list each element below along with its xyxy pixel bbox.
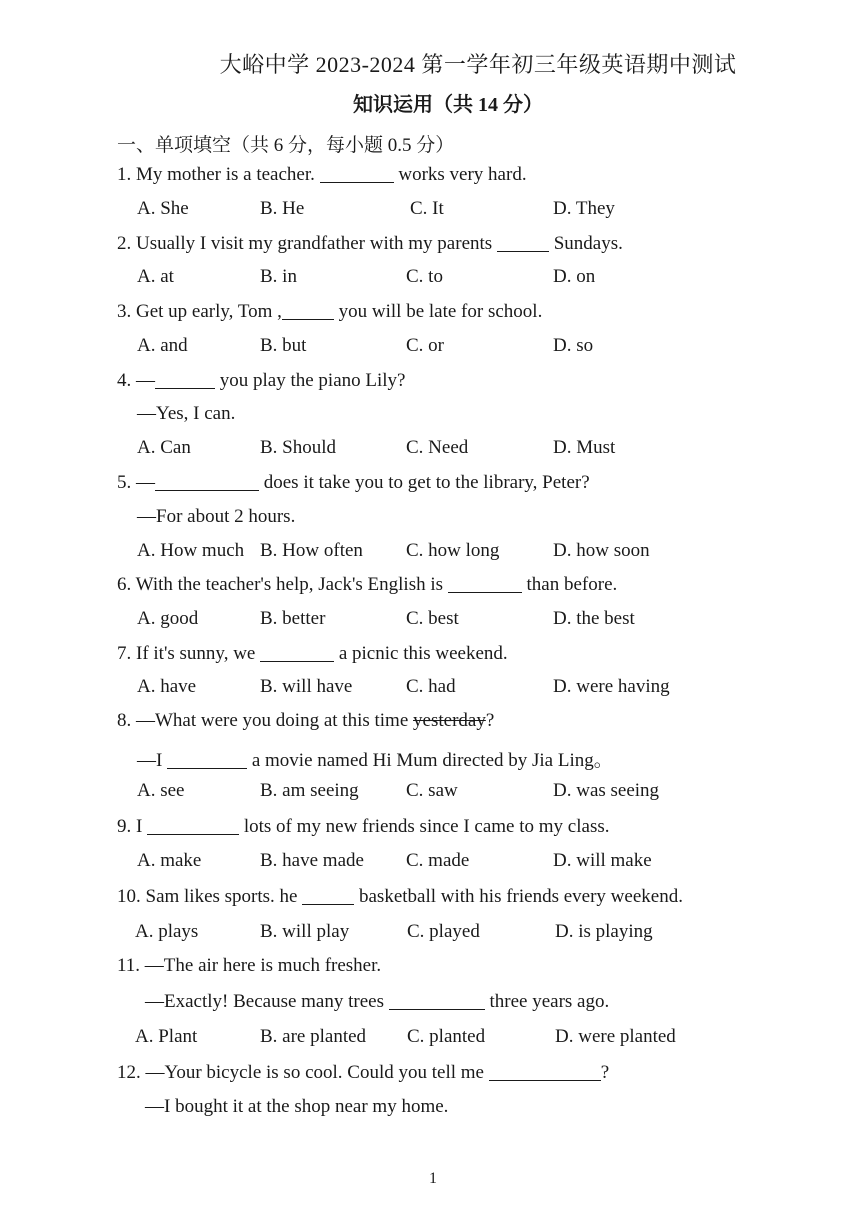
answer-blank [147,815,239,835]
question-4: 4. — you play the piano Lily? [117,370,406,391]
question-5: 5. — does it take you to get to the library, Peter? [117,472,590,493]
option-b: B. How often [260,540,363,561]
question-6: 6. With the teacher's help, Jack's English is than before. [117,574,618,595]
option-a: A. make [137,850,202,871]
answer-blank [448,573,522,593]
answer-blank [489,1061,601,1081]
question-12: 12. —Your bicycle is so cool. Could you tell me ? [117,1062,610,1083]
question-5-reply: —For about 2 hours. [137,506,296,527]
exam-title: 大峪中学 2023-2024 第一学年初三年级英语期中测试 [219,52,737,77]
option-c: C. how long [406,540,500,561]
question-3: 3. Get up early, Tom , you will be late for school. [117,301,543,322]
question-10: 10. Sam likes sports. he basketball with his friends every weekend. [117,886,683,907]
option-b: B. in [260,266,297,287]
option-b: B. are planted [260,1026,367,1047]
option-d: D. on [553,266,596,287]
option-b: B. Should [260,437,337,458]
option-b: B. He [260,198,305,219]
option-b: B. will play [260,921,350,942]
option-a: A. good [137,608,199,629]
option-b: B. am seeing [260,780,359,801]
answer-blank [282,300,334,320]
option-b: B. but [260,335,307,356]
option-c: C. played [407,921,480,942]
option-b: B. will have [260,676,353,697]
option-c: C. It [410,198,444,219]
option-d: D. so [553,335,594,356]
option-d: D. is playing [555,921,653,942]
question-11: 11. —The air here is much fresher. [117,955,382,976]
option-a: A. Can [137,437,191,458]
option-b: B. have made [260,850,364,871]
question-8: 8. —What were you doing at this time yesterday? [117,710,495,731]
option-d: D. They [553,198,615,219]
answer-blank [302,885,354,905]
question-1: 1. My mother is a teacher. works very hard. [117,164,527,185]
option-d: D. were having [553,676,670,697]
option-d: D. will make [553,850,652,871]
answer-blank [497,232,549,252]
page-number: 1 [429,1170,437,1187]
option-c: C. Need [406,437,469,458]
section-heading: 一、单项填空（共 6 分，每小题 0.5 分） [117,135,455,156]
answer-blank [167,749,247,769]
question-8-reply: —I a movie named Hi Mum directed by Jia Ling。 [137,750,613,771]
answer-blank [389,990,485,1010]
question-9: 9. I lots of my new friends since I came to my class. [117,816,610,837]
option-a: A. Plant [135,1026,198,1047]
option-d: D. how soon [553,540,650,561]
option-a: A. and [137,335,188,356]
option-c: C. had [406,676,456,697]
option-d: D. Must [553,437,616,458]
question-7: 7. If it's sunny, we a picnic this weekend. [117,643,508,664]
option-b: B. better [260,608,326,629]
option-c: C. to [406,266,443,287]
answer-blank [155,369,215,389]
option-d: D. were planted [555,1026,676,1047]
question-12-reply: —I bought it at the shop near my home. [145,1096,449,1117]
struck-word: yesterday [413,710,486,731]
option-c: C. planted [407,1026,486,1047]
question-2: 2. Usually I visit my grandfather with my parents Sundays. [117,233,623,254]
option-c: C. or [406,335,444,356]
answer-blank [260,642,334,662]
option-a: A. at [137,266,174,287]
option-c: C. saw [406,780,458,801]
option-a: A. see [137,780,185,801]
option-a: A. She [137,198,189,219]
option-d: D. the best [553,608,635,629]
option-d: D. was seeing [553,780,660,801]
answer-blank [320,163,394,183]
option-a: A. plays [135,921,199,942]
option-a: A. have [137,676,197,697]
option-a: A. How much [137,540,245,561]
option-c: C. made [406,850,470,871]
answer-blank [155,471,259,491]
question-11-reply: —Exactly! Because many trees three years ago. [145,991,610,1012]
option-c: C. best [406,608,459,629]
section-subtitle: 知识运用（共 14 分） [353,94,543,116]
question-4-reply: —Yes, I can. [137,403,236,424]
